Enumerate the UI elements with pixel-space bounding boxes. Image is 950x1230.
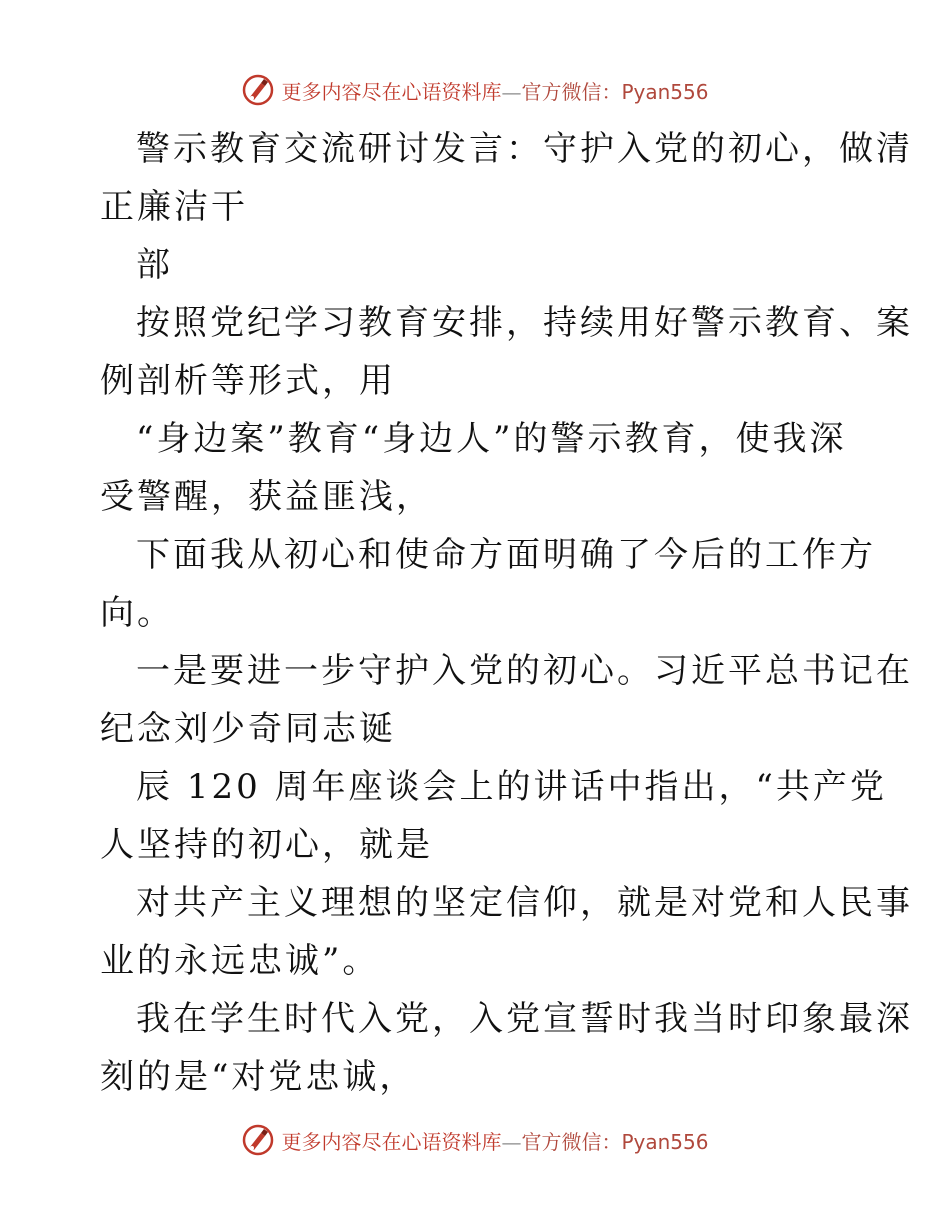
text-line: 受警醒，获益匪浅， <box>100 477 433 517</box>
text-line: 警示教育交流研讨发言：守护入党的初心，做清 <box>136 129 913 169</box>
pen-circle-logo-icon <box>241 1123 275 1157</box>
text-line: 人坚持的初心，就是 <box>100 825 433 865</box>
text-line: 向。 <box>100 593 174 633</box>
header-banner-content <box>241 73 708 107</box>
text-line: 辰 120 周年座谈会上的讲话中指出，“共产党 <box>136 767 887 807</box>
text-line: 纪念刘少奇同志诞 <box>100 709 396 749</box>
text-line: 业的永远忠诚”。 <box>100 941 380 981</box>
text-line: 部 <box>136 245 173 285</box>
header-separator: — <box>501 79 522 104</box>
text-line: 正廉洁干 <box>100 187 248 227</box>
pen-circle-logo-icon <box>241 73 275 107</box>
footer-banner-text <box>281 1126 708 1155</box>
footer-banner-content <box>241 1123 708 1157</box>
text-line: 刻的是“对党忠诚， <box>100 1057 417 1097</box>
text-line: 对共产主义理想的坚定信仰，就是对党和人民事 <box>136 883 913 923</box>
text-line: 例剖析等形式，用 <box>100 361 396 401</box>
header-site-text: 更多内容尽在心语资料库 <box>281 79 502 104</box>
header-contact-text: 官方微信：Pyan556 <box>521 79 709 104</box>
header-banner <box>0 70 950 110</box>
text-line: 我在学生时代入党，入党宣誓时我当时印象最深 <box>136 999 913 1039</box>
text-line: “身边案”教育“身边人”的警示教育，使我深 <box>136 419 847 459</box>
footer-site-text: 更多内容尽在心语资料库 <box>281 1129 502 1154</box>
text-line: 一是要进一步守护入党的初心。习近平总书记在 <box>136 651 913 691</box>
footer-separator: — <box>501 1129 522 1154</box>
header-banner-text <box>281 76 708 105</box>
footer-banner <box>0 1120 950 1160</box>
document-body <box>100 120 913 1106</box>
text-line: 下面我从初心和使命方面明确了今后的工作方 <box>136 535 876 575</box>
text-line: 按照党纪学习教育安排，持续用好警示教育、案 <box>136 303 913 343</box>
footer-contact-text: 官方微信：Pyan556 <box>521 1129 709 1154</box>
